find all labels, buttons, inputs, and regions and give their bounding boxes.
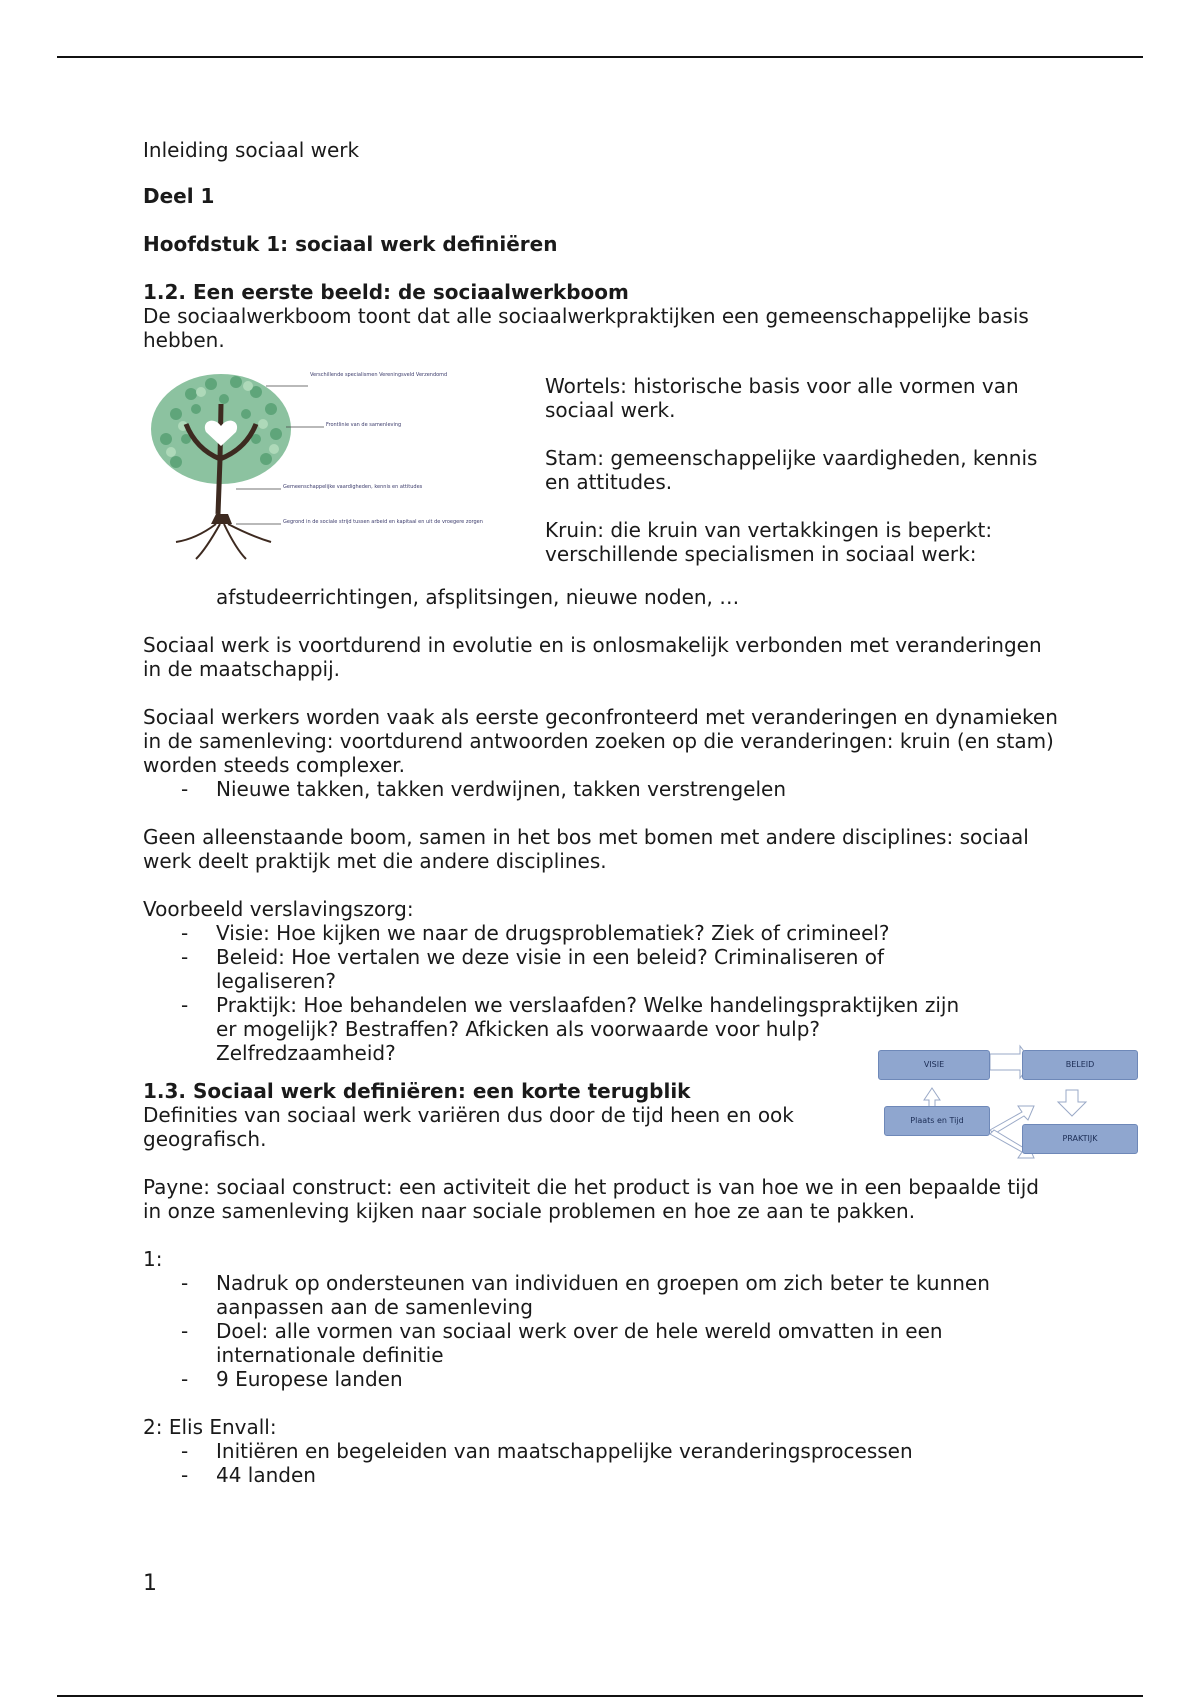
visie-box: VISIE bbox=[878, 1050, 990, 1080]
list-item: - 44 landen bbox=[143, 1463, 1063, 1487]
tree-label-frontline: Frontlinie van de samenleving bbox=[326, 422, 402, 428]
page-number: 1 bbox=[143, 1571, 157, 1596]
document-title: Inleiding sociaal werk bbox=[143, 138, 360, 162]
list-item: - Nadruk op ondersteunen van individuen en groepen om zich beter te kunnen aanpassen aan de samenleving bbox=[143, 1271, 1063, 1319]
tree-trunk-text: Stam: gemeenschappelijke vaardigheden, kennis en attitudes. bbox=[545, 446, 1038, 494]
tree-roots-text: Wortels: historische basis voor alle vormen van sociaal werk. bbox=[545, 374, 1019, 422]
section-1-2-heading: 1.2. Een eerste beeld: de sociaalwerkboom bbox=[143, 280, 629, 304]
part-heading: Deel 1 bbox=[143, 184, 215, 208]
tree-section bbox=[143, 364, 1063, 609]
definition-2-list bbox=[143, 1439, 1063, 1487]
section-1-3-intro: Definities van sociaal werk variëren dus door de tijd heen en ook geografisch. bbox=[143, 1103, 794, 1151]
section-1-2-intro: De sociaalwerkboom toont dat alle sociaalwerkpraktijken een gemeenschappelijke basis hebben. bbox=[143, 304, 1029, 352]
paragraph-payne: Payne: sociaal construct: een activiteit die het product is van hoe we in een bepaalde tijd in onze samenleving kijken naar sociale problemen en hoe ze aan te pakken. bbox=[143, 1175, 1039, 1223]
tree-label-top: Verschillende specialismen Vereningsveld Verzendomd bbox=[310, 372, 448, 378]
definition-2-label: 2: Elis Envall: bbox=[143, 1415, 277, 1439]
document-body bbox=[143, 138, 1063, 1487]
plaats-tijd-box: Plaats en Tijd bbox=[884, 1106, 990, 1136]
definition-1-list bbox=[143, 1271, 1063, 1391]
list-item: - Nieuwe takken, takken verdwijnen, takken verstrengelen bbox=[143, 777, 1063, 801]
chapter-heading: Hoofdstuk 1: sociaal werk definiëren bbox=[143, 232, 558, 256]
top-rule bbox=[57, 56, 1143, 58]
paragraph-forest: Geen alleenstaande boom, samen in het bos met bomen met andere disciplines: sociaal werk deelt praktijk met die andere disciplines. bbox=[143, 825, 1029, 873]
list-item: - Beleid: Hoe vertalen we deze visie in een beleid? Criminaliseren of legaliseren? bbox=[143, 945, 936, 993]
tree-label-trunk: Gemeenschappelijke vaardigheden, kennis en attitudes bbox=[283, 484, 423, 490]
example-intro: Voorbeeld verslavingszorg: bbox=[143, 897, 414, 921]
praktijk-box: PRAKTIJK bbox=[1022, 1124, 1138, 1154]
definition-1-label: 1: bbox=[143, 1247, 163, 1271]
visie-beleid-praktijk-diagram bbox=[872, 1040, 1142, 1165]
paragraph-dynamics: Sociaal werkers worden vaak als eerste geconfronteerd met veranderingen en dynamieken in de samenleving: voortdurend antwoorden zoeken op die veranderingen: kruin (en stam) worden steeds complexer. bbox=[143, 705, 1058, 777]
bottom-rule bbox=[57, 1695, 1143, 1697]
list-item: - Doel: alle vormen van sociaal werk over de hele wereld omvatten in een internationale definitie bbox=[143, 1319, 1063, 1367]
tree-label-roots: Gegrond in de sociale strijd tussen arbeid en kapitaal en uit de vroegere zorgen bbox=[283, 519, 483, 525]
dynamics-list bbox=[143, 777, 1063, 801]
paragraph-evolution: Sociaal werk is voortdurend in evolutie en is onlosmakelijk verbonden met veranderingen in de maatschappij. bbox=[143, 633, 1042, 681]
list-item: - 9 Europese landen bbox=[143, 1367, 1063, 1391]
social-work-tree-figure bbox=[136, 364, 483, 564]
beleid-box: BELEID bbox=[1022, 1050, 1138, 1080]
list-item: - Visie: Hoe kijken we naar de drugsproblematiek? Ziek of crimineel? bbox=[143, 921, 1043, 945]
list-item: - Praktijk: Hoe behandelen we verslaafden? Welke handelingspraktijken zijn er mogelijk? Bestraffen? Afkicken als voorwaarde voor hulp? Zelfredzaamheid? bbox=[143, 993, 976, 1065]
section-1-3-heading: 1.3. Sociaal werk definiëren: een korte terugblik bbox=[143, 1079, 691, 1103]
tree-crown-continuation: afstudeerrichtingen, afsplitsingen, nieuwe noden, … bbox=[216, 585, 740, 609]
list-item: - Initiëren en begeleiden van maatschappelijke veranderingsprocessen bbox=[143, 1439, 1063, 1463]
tree-icon bbox=[151, 374, 291, 559]
tree-explanation bbox=[545, 374, 1065, 566]
tree-crown-text: Kruin: die kruin van vertakkingen is beperkt: verschillende specialismen in sociaal werk: bbox=[545, 518, 993, 566]
